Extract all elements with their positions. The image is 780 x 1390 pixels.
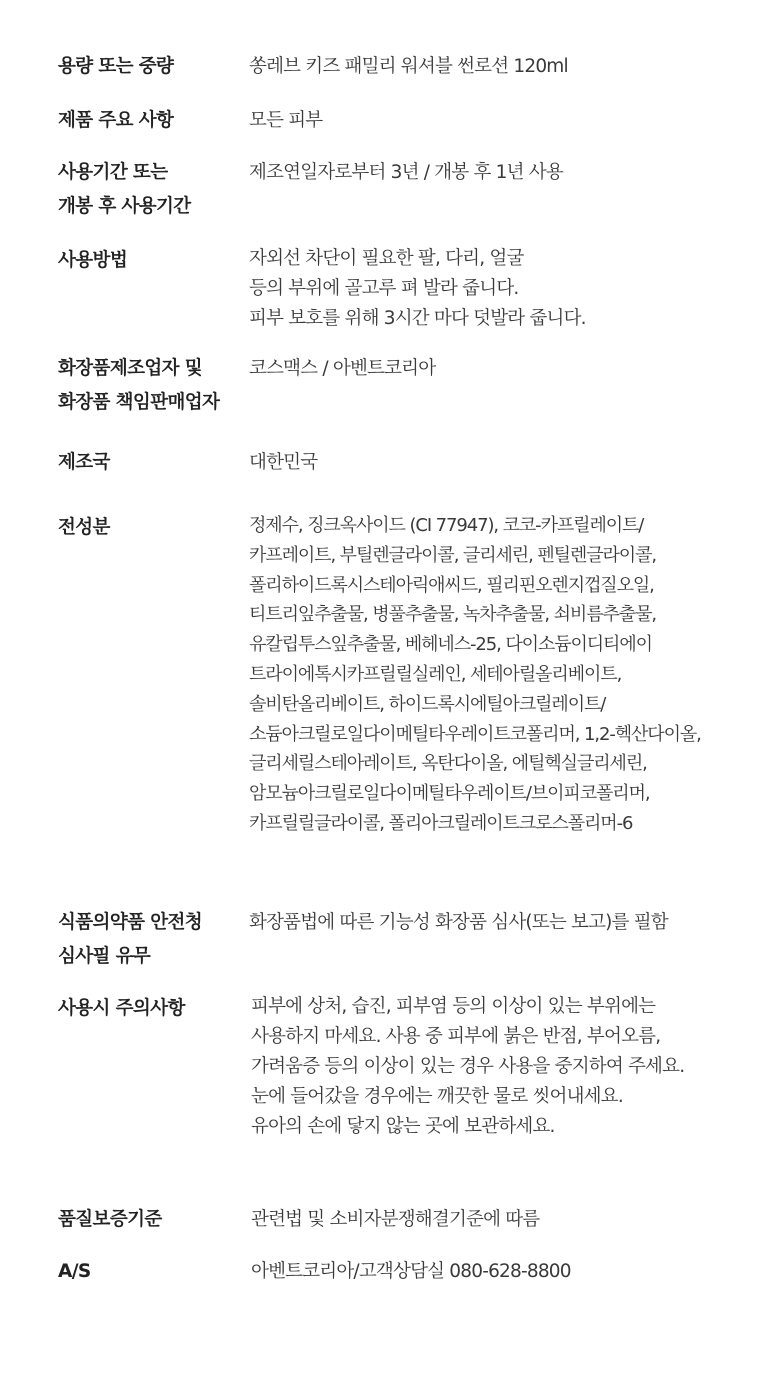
row-value: 아벤트코리아/고객상담실 080-628-8800: [251, 1261, 571, 1282]
row-value: 대한민국: [249, 452, 318, 473]
row-label: 전성분: [58, 517, 110, 538]
row-label: 사용방법: [58, 250, 128, 271]
row-label: 제품 주요 사항: [58, 110, 174, 131]
row-label: A/S: [58, 1261, 91, 1282]
row-label: 식품의약품 안전청 심사필 유무: [58, 912, 203, 967]
row-value: 자외선 차단이 필요한 팔, 다리, 얼굴 등의 부위에 골고루 펴 발라 줍니다. 피부 보호를 위해 3시간 마다 덧발라 줍니다.: [249, 248, 586, 329]
row-label: 품질보증기준: [58, 1209, 162, 1230]
row-value: 제조연일자로부터 3년 / 개봉 후 1년 사용: [249, 162, 563, 183]
row-value: 화장품법에 따른 기능성 화장품 심사(또는 보고)를 필함: [249, 912, 668, 933]
row-label: 화장품제조업자 및 화장품 책임판매업자: [58, 358, 220, 413]
row-value: 정제수, 징크옥사이드 (CI 77947), 코코-카프릴레이트/ 카프레이트, 부틸렌글라이콜, 글리세린, 펜틸렌글라이콜, 폴리하이드록시스테아릭애씨드, 필리핀오렌지껍질오일, 티트리잎추출물, 병풀추출물, 녹차추출물, 쇠비름추출물, 유칼립투스잎추출물, 베헤네스-25, 다이소듐이디티에이 트라이에톡시카프릴릴실레인, 세테아릴올리베이트, 솔비탄올리베이트, 하이드록시에틸아크릴레이트/ 소듐아크릴로일다이메틸타우레이트코폴리머, 1,2-헥산다이올, 글리세릴스테아레이트, 옥탄다이올, 에틸헥실글리세린, 암모늄아크릴로일다이메틸타우레이트/브이피코폴리머, 카프릴릴글라이콜, 폴리아크릴레이트크로스폴리머-6: [249, 515, 701, 834]
row-value: 피부에 상처, 습진, 피부염 등의 이상이 있는 부위에는 사용하지 마세요. 사용 중 피부에 붉은 반점, 부어오름, 가려움증 등의 이상이 있는 경우 사용을 중지하여 주세요. 눈에 들어갔을 경우에는 깨끗한 물로 씻어내세요. 유아의 손에 닿지 않는 곳에 보관하세요.: [251, 996, 685, 1137]
row-value: 쏭레브 키즈 패밀리 워셔블 썬로션 120ml: [249, 56, 568, 77]
row-label: 용량 또는 중량: [58, 56, 174, 77]
row-label: 사용시 주의사항: [58, 998, 185, 1019]
row-value: 코스맥스 / 아벤트코리아: [249, 358, 436, 379]
row-value: 모든 피부: [249, 110, 323, 131]
row-label: 제조국: [58, 452, 110, 473]
row-value: 관련법 및 소비자분쟁해결기준에 따름: [251, 1209, 540, 1230]
row-label: 사용기간 또는 개봉 후 사용기간: [58, 162, 191, 217]
